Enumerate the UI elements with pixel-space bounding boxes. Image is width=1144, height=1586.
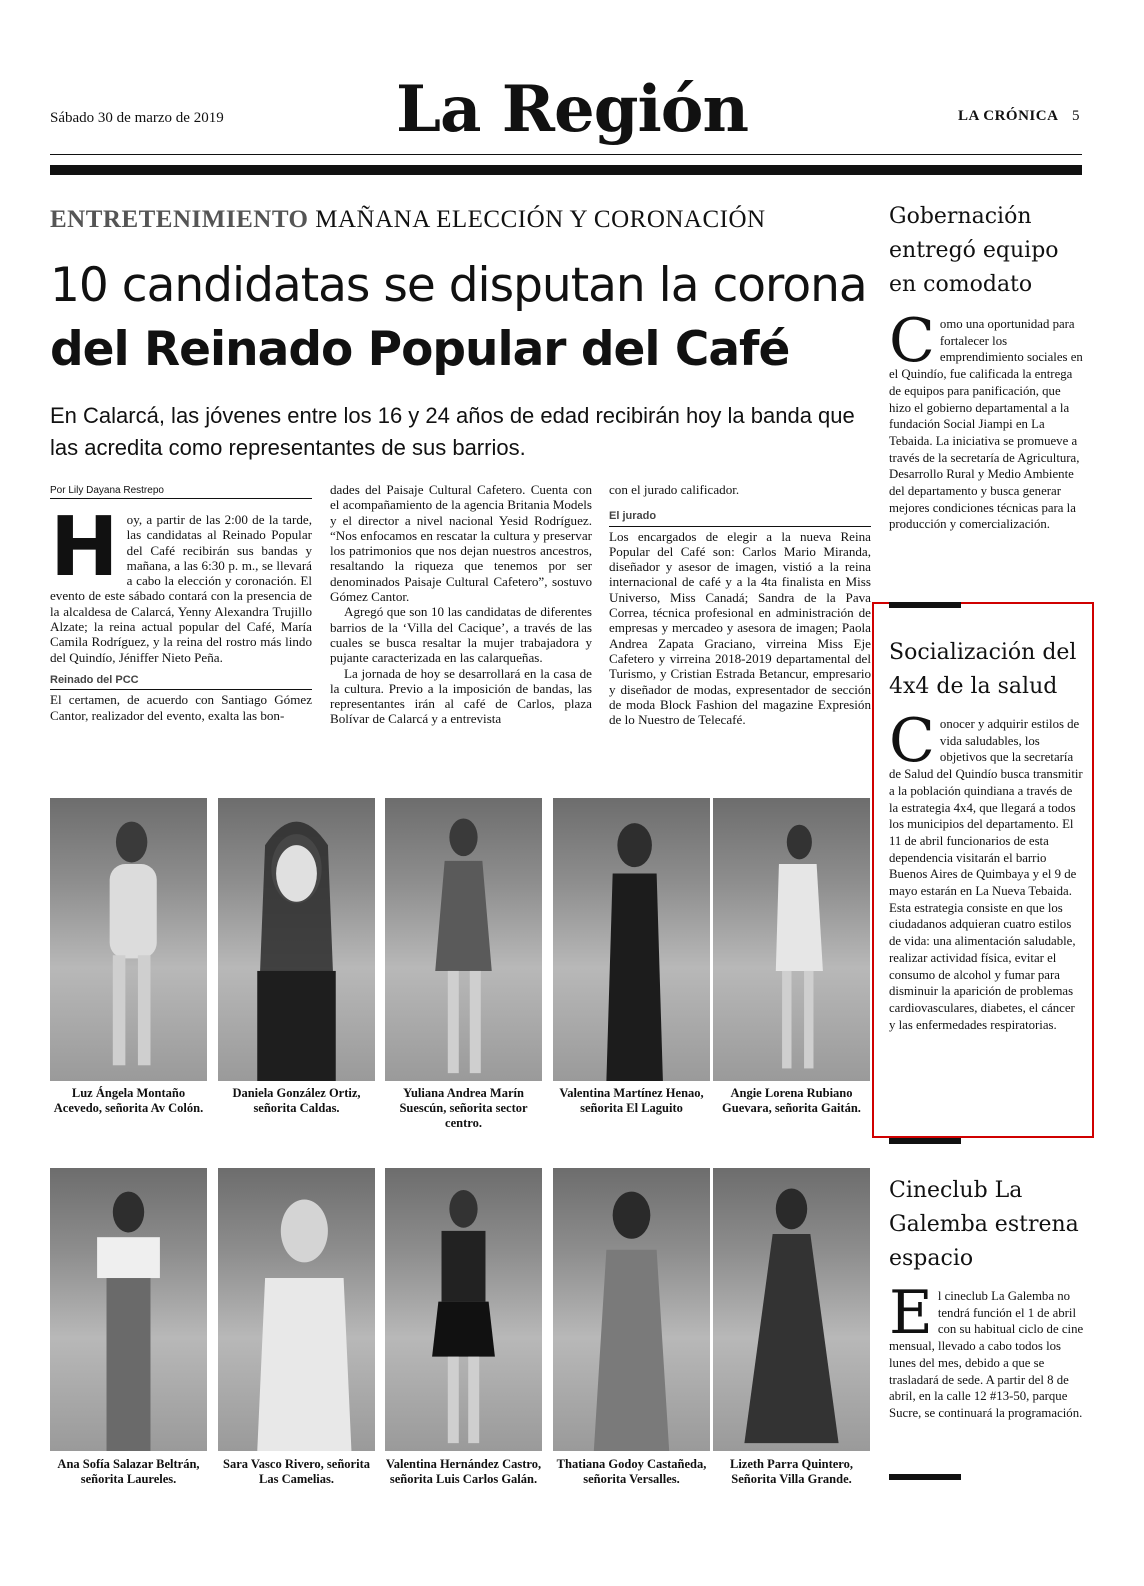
sidebar-story-gobernacion	[889, 200, 1084, 533]
dropcap: C	[889, 706, 935, 776]
photo-caption: Angie Lorena Rubiano Guevara, señorita Gaitán.	[722, 1086, 861, 1115]
photo-caption: Ana Sofía Salazar Beltrán, señorita Laureles.	[57, 1457, 200, 1486]
dropcap: C	[889, 306, 935, 376]
masthead-rule-thin	[50, 154, 1082, 155]
masthead-title: La Región	[396, 72, 748, 147]
candidate-photo	[385, 1168, 542, 1451]
paragraph: El certamen, de acuerdo con Santiago Gómez Cantor, realizador del evento, exalta las bon-	[50, 692, 312, 723]
candidate-photo	[385, 798, 542, 1081]
paragraph: Los encargados de elegir a la nueva Reina Popular del Café son: Carlos Mario Miranda, diseñador y asesor de imagen, vistió a la reina internacional de café y a la 4ta finalista en Miss Universo, Miss Canadá; Sandra de la Pava Correa, técnica profesional en administración de empresas y mercadeo y asesora de imagen; Paola Andrea Zapata Graciano, virreina Miss Eje Cafetero y virreina 2018-2019 departamental del Turismo, y Cristian Estrada Betancur, empresario y diseñador de modas, expresentador de sección de moda Block Fashion del magazine Expresión de lo Nuestro de Telecafé.	[609, 528, 871, 728]
candidate-photo	[50, 798, 207, 1081]
candidate-photo	[713, 798, 870, 1081]
headline-line2: del Reinado Popular del Café	[50, 322, 790, 377]
candidate-photo	[713, 1168, 870, 1451]
kicker-text: MAÑANA ELECCIÓN Y CORONACIÓN	[315, 206, 766, 233]
byline-rule	[50, 498, 312, 499]
candidate-photo	[553, 1168, 710, 1451]
subhead: El jurado	[609, 509, 871, 526]
paragraph: La jornada de hoy se desarrollará en la casa de la cultura. Previo a la imposición de bandas, las representantes irán al café de Carlos, plaza Bolívar de Calarcá y a entrevista	[330, 665, 592, 727]
paragraph: Agregó que son 10 las candidatas de diferentes barrios de la ‘Villa del Cacique’, a través de las cuales se busca resaltar la mujer trabajadora y pujante caracterizada en las calarqueñas.	[330, 604, 592, 666]
article-deck: En Calarcá, las jóvenes entre los 16 y 24 años de edad recibirán hoy la banda que las acredita como representantes de sus barrios.	[50, 403, 855, 460]
headline-line1: 10 candidatas se disputan la corona	[50, 258, 867, 313]
photo-caption: Valentina Hernández Castro, señorita Luis Carlos Galán.	[385, 1457, 542, 1486]
candidate-photo	[218, 1168, 375, 1451]
dropcap: H	[50, 500, 119, 595]
byline: Por Lily Dayana Restrepo	[50, 485, 164, 496]
photo-caption: Thatiana Godoy Castañeda, señorita Versalles.	[556, 1457, 707, 1486]
paragraph: omo una oportunidad para fortalecer los emprendimiento sociales en el Quindío, fue calificada la entrega de equipos para panificación, que hizo el gobierno departamental a la fundación Social Jiampi en La Tebaida. La iniciativa se promueve a través de la secretaría de Agricultura, Desarrollo Rural y Medio Ambiente del departamento y busca generar mejores condiciones técnicas para la producción y comercialización.	[889, 317, 1083, 532]
article-column-1	[50, 500, 312, 723]
subhead: Reinado del PCC	[50, 673, 312, 690]
candidate-photo	[218, 798, 375, 1081]
sidebar-body	[889, 706, 1084, 1033]
candidate-photo	[50, 1168, 207, 1451]
sidebar-title: Gobernación entregó equipo en comodato	[889, 204, 1059, 297]
photo-caption: Daniela González Ortiz, señorita Caldas.	[232, 1086, 361, 1115]
masthead-rule-thick	[50, 165, 1082, 175]
section-label: ENTRETENIMIENTO	[50, 206, 309, 233]
dropcap: E	[889, 1278, 933, 1348]
sidebar-title: Cineclub La Galemba estrena espacio	[889, 1178, 1079, 1271]
paragraph: oy, a partir de las 2:00 de la tarde, las candidatas al Reinado Popular del Café recibirán sus bandas y mañana, a las 6:30 p. m., se llevará a cabo la elección y coronación. El evento de este sábado contará con la presencia de la alcaldesa de Calarcá, Yenny Alexandra Trujillo Alzate; la reina actual popular del Café, María Camila Rodríguez, y la reina del rostro más lindo del Quindío, Jéniffer Nieto Peña.	[50, 512, 312, 665]
issue-date: Sábado 30 de marzo de 2019	[50, 110, 224, 126]
photo-caption: Lizeth Parra Quintero, Señorita Villa Grande.	[729, 1457, 853, 1486]
sidebar-story-socializacion	[889, 636, 1084, 1033]
article-column-3	[609, 482, 871, 727]
sidebar-title: Socialización del 4x4 de la salud	[889, 640, 1077, 699]
sidebar-body	[889, 306, 1084, 533]
sidebar-rule	[889, 1138, 961, 1144]
newspaper-brand: LA CRÓNICA	[958, 108, 1059, 124]
paragraph: onocer y adquirir estilos de vida saludables, los objetivos que la secretaría de Salud del Quindío busca transmitir a la población quindiana a través de la estrategia 4x4, que llegará a todos los municipios del departamento. El 11 de abril funcionarios de esta dependencia visitarán el barrio Buenos Aires de Quimbaya y el 9 de mayo estarán en La Nueva Tebaida.	[889, 717, 1083, 899]
page-number: 5	[1072, 108, 1080, 124]
photo-caption: Sara Vasco Rivero, señorita Las Camelias.	[223, 1457, 370, 1486]
article-column-2	[330, 482, 592, 727]
sidebar-story-cineclub	[889, 1174, 1084, 1422]
candidate-photo	[553, 798, 710, 1081]
sidebar-rule	[889, 602, 961, 608]
sidebar-rule	[889, 1474, 961, 1480]
paragraph: l cineclub La Galemba no tendrá función el 1 de abril con su habitual ciclo de cine mensual, llevado a cabo todos los lunes del mes, debido a que se trasladará de sede. A partir del 8 de abril, en la calle 12 #13-50, parque Sucre, se continuará la programación.	[889, 1289, 1084, 1420]
photo-caption: Valentina Martínez Henao, señorita El Laguito	[559, 1086, 704, 1115]
article-kicker	[50, 206, 766, 234]
photo-caption: Yuliana Andrea Marín Suescún, señorita sector centro.	[399, 1086, 528, 1130]
paragraph: Esta estrategia consiste en que los ciudadanos adquieran cuatro estilos de vida: una alimentación saludable, realizar actividad física, evitar el consumo de alcohol y fumar para disminuir la aparición de problemas cardiovasculares, diabetes, el cáncer y las enfermedades respiratorias.	[889, 900, 1076, 1032]
photo-caption: Luz Ángela Montaño Acevedo, señorita Av Colón.	[53, 1086, 204, 1115]
paragraph: dades del Paisaje Cultural Cafetero. Cuenta con el acompañamiento de la agencia Britania Models y el director a nivel nacional Yesid Rodríguez. “Nos enfocamos en rescatar la cultura y preservar los patrimonios que nos dejan nuestros ancestros, resaltando la riqueza que tenemos por ser denominados Paisaje Cultural Cafetero”, sostuvo Gómez Cantor.	[330, 482, 592, 605]
paragraph: con el jurado calificador.	[609, 482, 740, 497]
sidebar-body	[889, 1278, 1084, 1422]
